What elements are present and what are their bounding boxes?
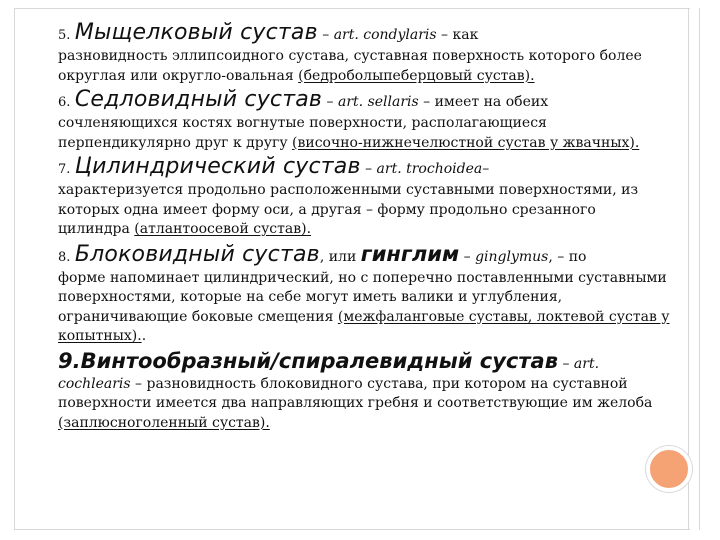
item-heading bbox=[58, 89, 670, 114]
latin-name: art. condylaris bbox=[333, 27, 437, 43]
description-text: форме напоминает цилиндрический, но с поперечно поставленными суставными поверхностями, которые на себе могут иметь валики и углубления, ограничивающие боковые смещения bbox=[58, 269, 667, 325]
joint-term: Винтообразный/спиралевидный сустав bbox=[80, 348, 559, 373]
separator: – bbox=[459, 248, 476, 265]
latin-name: ginglymus bbox=[475, 248, 549, 265]
heading-tail: , – по bbox=[548, 248, 587, 265]
joint-item-7 bbox=[58, 156, 670, 240]
accent-circle bbox=[646, 446, 692, 492]
joint-term: Блоковидный сустав bbox=[74, 241, 320, 267]
slide-content bbox=[58, 22, 670, 436]
example-text: (атлантоосевой сустав). bbox=[134, 221, 312, 237]
heading-tail: – имеет на обеих bbox=[418, 94, 549, 110]
heading-tail: – как bbox=[436, 27, 479, 43]
joint-item-8 bbox=[58, 243, 670, 347]
item-number: 6. bbox=[58, 95, 71, 110]
separator: – bbox=[558, 355, 574, 372]
item-description bbox=[58, 269, 670, 347]
separator: – bbox=[317, 27, 334, 43]
joint-item-5 bbox=[58, 22, 670, 86]
latin-name: art. sellaris bbox=[338, 94, 419, 110]
heading-tail: – bbox=[482, 161, 490, 177]
latin-name: art. trochoidea bbox=[376, 161, 483, 177]
joint-term: Цилиндрический сустав bbox=[74, 154, 361, 179]
item-description bbox=[58, 47, 670, 86]
trailing-text: . bbox=[141, 328, 147, 344]
example-text: (височно-нижнечелюстной сустав у жвачных). bbox=[292, 134, 640, 151]
joint-item-9 bbox=[58, 350, 670, 434]
separator: – bbox=[360, 161, 377, 177]
item-number: 7. bbox=[58, 162, 71, 177]
item-number: 5. bbox=[58, 28, 71, 43]
joint-term: Мыщелковый сустав bbox=[74, 20, 318, 45]
item-description bbox=[58, 114, 670, 153]
slide-right-band bbox=[688, 8, 700, 530]
description-text: характеризуется продольно расположенными суставными поверхностями, из которых одна имеет форму оси, а другая – форму продольно срезанного цилиндра bbox=[58, 182, 639, 237]
item-heading bbox=[58, 156, 670, 181]
example-text: (межфаланговые суставы, локтевой сустав у копытных). bbox=[58, 308, 670, 344]
description-text: разновидность эллипсоидного сустава, суставная поверхность которого более округлая или округло-овальная bbox=[58, 48, 642, 84]
item-heading bbox=[58, 22, 670, 47]
latin-name: art. bbox=[573, 355, 600, 372]
joint-term-alt: гинглим bbox=[360, 241, 460, 266]
joint-term: Седловидный сустав bbox=[74, 87, 323, 112]
item-description bbox=[58, 375, 670, 434]
item-heading bbox=[58, 243, 670, 269]
item-number: 8. bbox=[58, 249, 71, 265]
description-text: – разновидность блоковидного сустава, при котором на суставной поверхности имеется два направляющих гребня и соответствующие им желоба bbox=[58, 375, 653, 411]
separator: – bbox=[322, 94, 338, 110]
heading-connector: , или bbox=[319, 248, 361, 265]
latin-name-continued: cochlearis bbox=[58, 375, 131, 392]
joint-item-6 bbox=[58, 89, 670, 153]
item-description bbox=[58, 181, 670, 240]
example-text: (заплюсноголенный сустав). bbox=[58, 414, 270, 431]
item-number: 9. bbox=[58, 348, 81, 373]
example-text: (бедроболыпеберцовый сустав). bbox=[298, 67, 535, 84]
description-text: сочленяющихся костях вогнутые поверхности, располагающиеся перпендикулярно друг к другу bbox=[58, 115, 547, 151]
item-heading bbox=[58, 350, 670, 375]
